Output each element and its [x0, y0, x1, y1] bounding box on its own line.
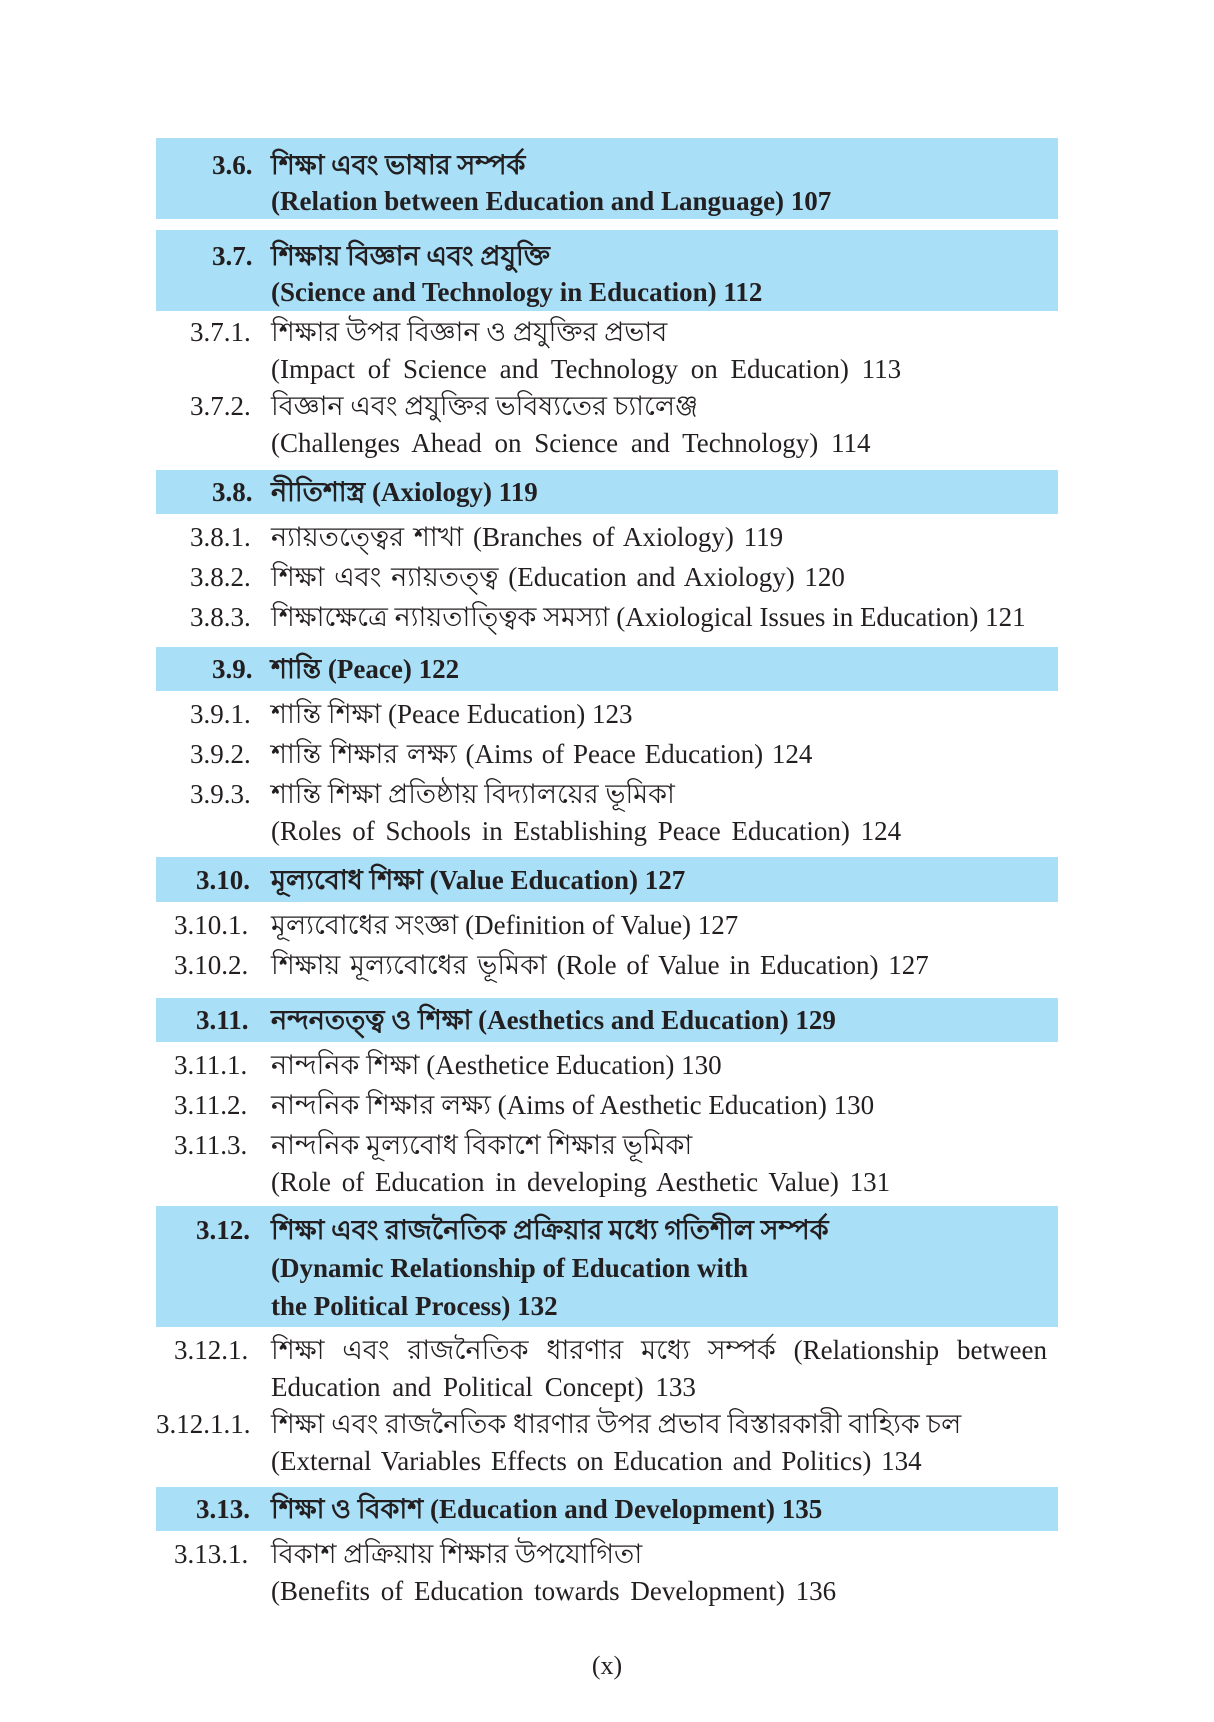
subsection-title-en[interactable]: (Roles of Schools in Establishing Peace Education) 124: [271, 816, 902, 846]
subsection-title[interactable]: শান্তি শিক্ষা (Peace Education) 123: [271, 699, 633, 729]
subsection-number: 3.8.3.: [190, 602, 251, 632]
subsection-title-line-1[interactable]: শিক্ষা এবং রাজনৈতিক ধারণার মধ্যে সম্পর্ক (Relationship between: [271, 1335, 1047, 1365]
subsection-number: 3.8.1.: [190, 522, 251, 552]
subsection-title-bn[interactable]: বিজ্ঞান এবং প্রযুক্তির ভবিষ্যতের চ্যালেঞ্জ: [271, 391, 699, 421]
section-number: 3.7.: [212, 241, 253, 271]
subsection-title[interactable]: শিক্ষা এবং ন্যায়তত্ত্ব (Education and Axiology) 120: [271, 562, 845, 592]
subsection-number: 3.11.3.: [174, 1130, 248, 1160]
subsection-title[interactable]: নান্দনিক শিক্ষার লক্ষ্য (Aims of Aesthetic Education) 130: [271, 1090, 875, 1120]
section-number: 3.11.: [196, 1005, 249, 1035]
subsection-title-en[interactable]: (External Variables Effects on Education and Politics) 134: [271, 1446, 922, 1476]
subsection-title[interactable]: ন্যায়তত্ত্বের শাখা (Branches of Axiology) 119: [271, 522, 784, 552]
section-title-en-2[interactable]: the Political Process) 132: [271, 1291, 558, 1321]
subsection-number: 3.12.1.1.: [156, 1409, 251, 1439]
subsection-title[interactable]: শিক্ষায় মূল্যবোধের ভূমিকা (Role of Value in Education) 127: [271, 950, 929, 980]
section-number: 3.13.: [196, 1494, 250, 1524]
section-number: 3.12.: [196, 1215, 250, 1245]
subsection-number: 3.10.1.: [174, 910, 249, 940]
section-title[interactable]: শান্তি (Peace) 122: [271, 654, 460, 684]
section-title[interactable]: মূল্যবোধ শিক্ষা (Value Education) 127: [271, 865, 686, 895]
section-title[interactable]: শিক্ষা ও বিকাশ (Education and Development) 135: [271, 1494, 823, 1524]
section-title-bn[interactable]: শিক্ষা এবং ভাষার সম্পর্ক: [271, 150, 526, 180]
subsection-number: 3.7.2.: [190, 391, 251, 421]
subsection-title[interactable]: শান্তি শিক্ষার লক্ষ্য (Aims of Peace Education) 124: [271, 739, 813, 769]
subsection-number: 3.11.1.: [174, 1050, 248, 1080]
subsection-title-line-2[interactable]: Education and Political Concept) 133: [271, 1372, 696, 1402]
section-title-en[interactable]: (Relation between Education and Language) 107: [271, 186, 832, 216]
section-title[interactable]: নন্দনতত্ত্ব ও শিক্ষা (Aesthetics and Education) 129: [271, 1005, 836, 1035]
subsection-title-bn[interactable]: শিক্ষা এবং রাজনৈতিক ধারণার উপর প্রভাব বিস্তারকারী বাহ্যিক চল: [271, 1409, 962, 1439]
subsection-title-en[interactable]: (Impact of Science and Technology on Education) 113: [271, 354, 902, 384]
subsection-title[interactable]: নান্দনিক শিক্ষা (Aesthetice Education) 130: [271, 1050, 722, 1080]
section-number: 3.10.: [196, 865, 250, 895]
subsection-title-bn[interactable]: নান্দনিক মূল্যবোধ বিকাশে শিক্ষার ভূমিকা: [271, 1130, 693, 1160]
subsection-title-en[interactable]: (Role of Education in developing Aesthetic Value) 131: [271, 1167, 891, 1197]
subsection-number: 3.7.1.: [190, 317, 251, 347]
subsection-number: 3.8.2.: [190, 562, 251, 592]
subsection-number: 3.9.1.: [190, 699, 251, 729]
subsection-title-bn[interactable]: শান্তি শিক্ষা প্রতিষ্ঠায় বিদ্যালয়ের ভূমিকা: [271, 779, 675, 809]
section-number: 3.8.: [212, 477, 253, 507]
subsection-title-bn[interactable]: শিক্ষার উপর বিজ্ঞান ও প্রযুক্তির প্রভাব: [271, 317, 668, 347]
subsection-number: 3.9.3.: [190, 779, 251, 809]
subsection-title-en[interactable]: (Benefits of Education towards Development) 136: [271, 1576, 837, 1606]
section-title-bn[interactable]: শিক্ষায় বিজ্ঞান এবং প্রযুক্তি: [271, 241, 550, 271]
section-title-en[interactable]: (Science and Technology in Education) 112: [271, 277, 763, 307]
subsection-number: 3.12.1.: [174, 1335, 249, 1365]
section-title[interactable]: নীতিশাস্ত্র (Axiology) 119: [271, 477, 538, 507]
subsection-title-bn[interactable]: বিকাশ প্রক্রিয়ায় শিক্ষার উপযোগিতা: [271, 1539, 643, 1569]
subsection-title[interactable]: শিক্ষাক্ষেত্রে ন্যায়তাত্ত্বিক সমস্যা (Axiological Issues in Education) 121: [271, 602, 1026, 632]
section-number: 3.6.: [212, 150, 253, 180]
section-title-bn[interactable]: শিক্ষা এবং রাজনৈতিক প্রক্রিয়ার মধ্যে গতিশীল সম্পর্ক: [271, 1215, 829, 1245]
subsection-number: 3.11.2.: [174, 1090, 248, 1120]
section-title-en-1[interactable]: (Dynamic Relationship of Education with: [271, 1253, 749, 1283]
subsection-number: 3.10.2.: [174, 950, 249, 980]
section-number: 3.9.: [212, 654, 253, 684]
subsection-number: 3.13.1.: [174, 1539, 249, 1569]
subsection-title[interactable]: মূল্যবোধের সংজ্ঞা (Definition of Value) 127: [271, 910, 739, 940]
subsection-number: 3.9.2.: [190, 739, 251, 769]
page-number: (x): [591, 1651, 623, 1680]
subsection-title-en[interactable]: (Challenges Ahead on Science and Technology) 114: [271, 428, 871, 458]
